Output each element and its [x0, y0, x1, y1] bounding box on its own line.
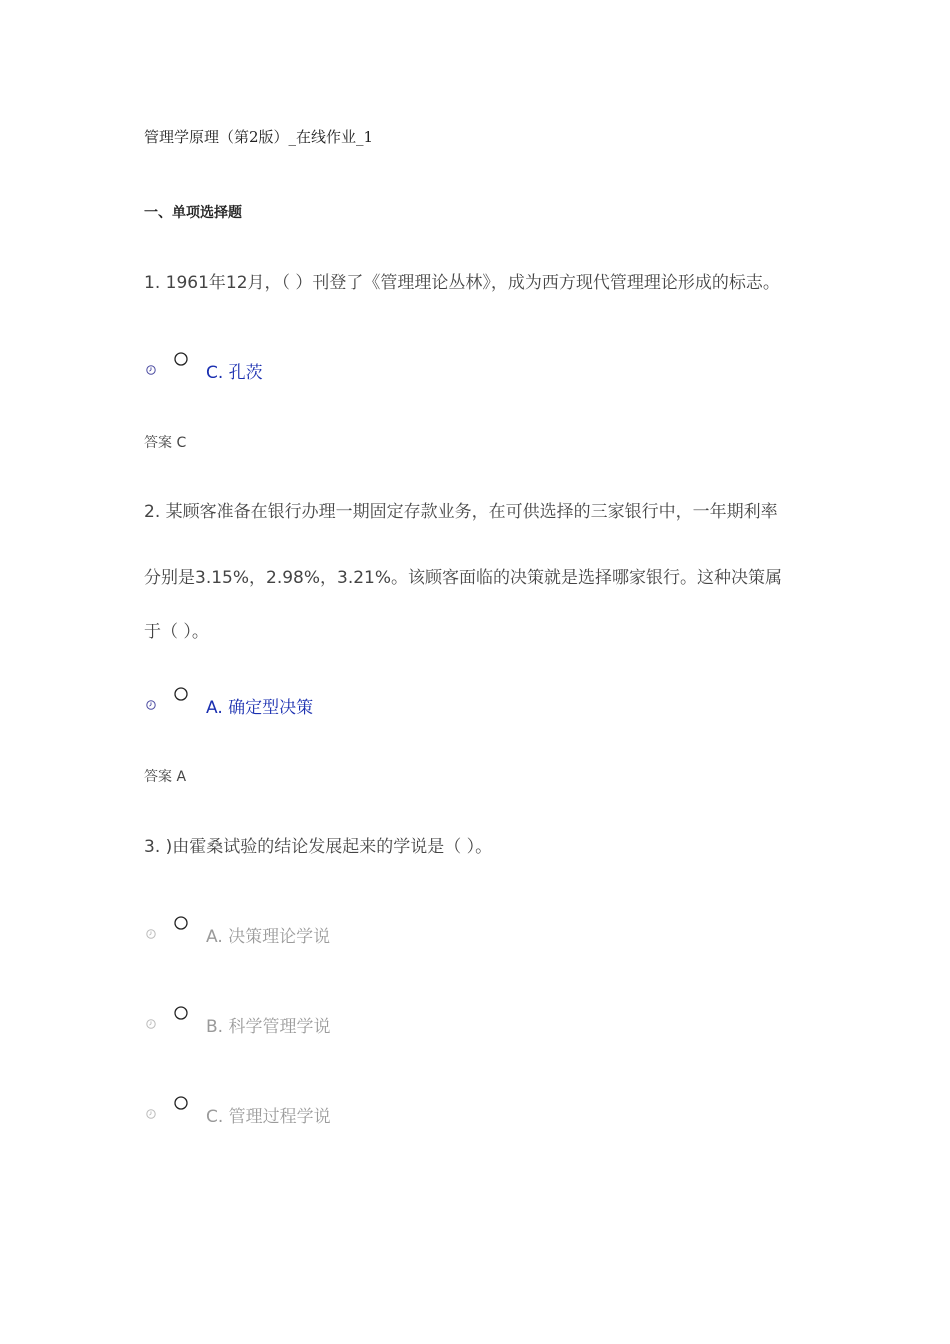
radio-icon[interactable]	[174, 687, 188, 701]
question-2-answer: 答案 A	[144, 769, 187, 785]
option-label: C. 管理过程学说	[206, 1107, 331, 1127]
radio-icon[interactable]	[174, 1096, 188, 1110]
question-3-text: 3. )由霍桑试验的结论发展起来的学说是（ ）。	[144, 837, 493, 857]
question-1-answer: 答案 C	[144, 435, 187, 451]
option-label: C. 孔茨	[206, 363, 263, 383]
option-label: A. 决策理论学说	[206, 927, 331, 947]
clock-icon	[146, 365, 156, 375]
question-1-text: 1. 1961年12月，（ ）刊登了《管理理论丛林》，成为西方现代管理理论形成的标志。	[144, 273, 780, 293]
clock-icon	[146, 1019, 156, 1029]
radio-icon[interactable]	[174, 916, 188, 930]
radio-icon[interactable]	[174, 1006, 188, 1020]
clock-icon	[146, 929, 156, 939]
question-2-text-line-1: 2. 某顾客准备在银行办理一期固定存款业务，在可供选择的三家银行中，一年期利率	[144, 502, 778, 522]
option-label: A. 确定型决策	[206, 698, 314, 718]
clock-icon	[146, 1109, 156, 1119]
question-2-text-line-3: 于（ ）。	[144, 622, 209, 642]
clock-icon	[146, 700, 156, 710]
option-label: B. 科学管理学说	[206, 1017, 331, 1037]
document-title: 管理学原理（第2版）_在线作业_1	[144, 128, 374, 146]
section-title: 一、单项选择题	[144, 205, 242, 221]
question-2-text-line-2: 分别是3.15%，2.98%，3.21%。该顾客面临的决策就是选择哪家银行。这种决策属	[144, 568, 783, 588]
radio-icon[interactable]	[174, 352, 188, 366]
